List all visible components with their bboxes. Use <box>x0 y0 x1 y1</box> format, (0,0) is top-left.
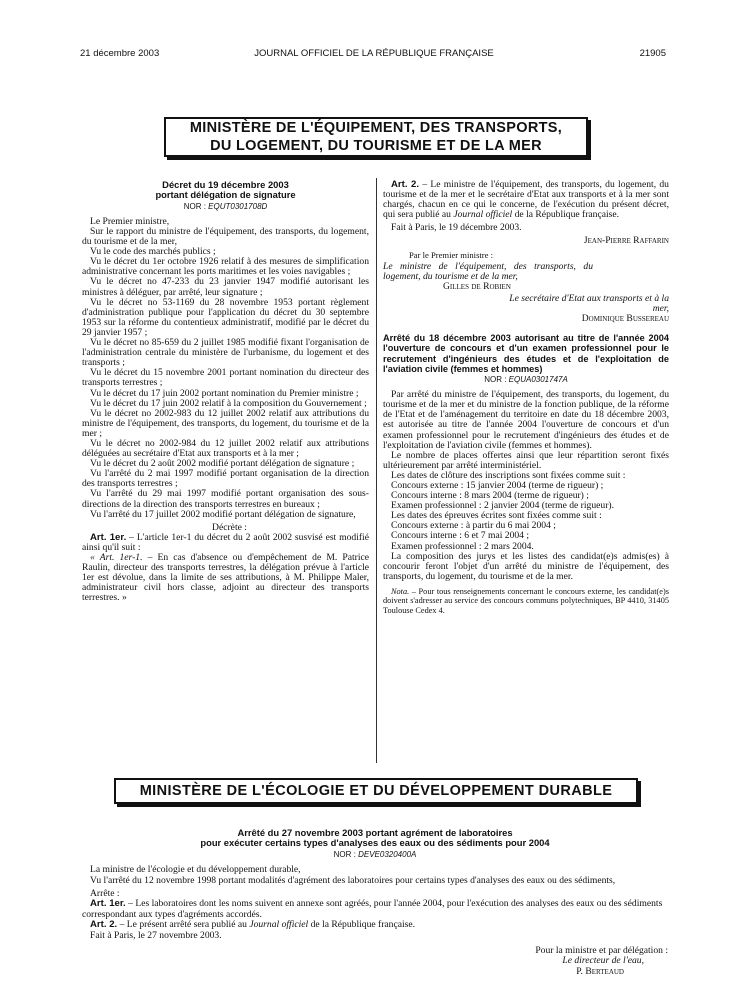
ministry-equipement-box <box>164 117 588 157</box>
arrete-aviation-para: Par arrêté du ministre de l'équipement, des transports, du logement, du tourisme et de la mer et du ministre de la fonction publique, de la réforme de l'Etat et de l'aménagement du territoire en date du 18 décembre 2003, est autorisée au titre de l'année 2004 l'ouverture de concours et d'un examen professionnel pour le recrutement d'ingénieurs des études et de l'exploitation de l'aviation civile (femmes et hommes). <box>383 389 669 451</box>
decret-para: Vu le décret no 2002-984 du 12 juillet 2002 relatif aux attributions déléguées au secrétaire d'Etat aux transports et à la mer ; <box>82 437 369 460</box>
decret-fait: Fait à Paris, le 19 décembre 2003. <box>391 222 522 234</box>
arrete-laboratoires-nor-label: NOR : <box>333 849 356 859</box>
arrete-laboratoires <box>82 828 668 977</box>
arrete-aviation-para: Concours interne : 8 mars 2004 (terme de rigueur) ; <box>391 490 589 502</box>
decret-para: Vu le décret du 17 juin 2002 portant nomination du Premier ministre ; <box>90 387 359 399</box>
arrete-aviation-para: Concours externe : à partir du 6 mai 2004 ; <box>391 520 556 532</box>
arrete-laboratoires-article-2-jo: Journal officiel <box>249 919 309 931</box>
arrete-laboratoires-nor-code: DEVE0320400A <box>358 849 417 859</box>
arrete-laboratoires-title: Arrêté du 27 novembre 2003 portant agrément de laboratoires <box>237 827 513 838</box>
arrete-aviation-title: Arrêté du 18 décembre 2003 autorisant au titre de l'année 2004 l'ouverture de concours et d'un examen professionnel pour le recrutement d'ingénieurs des études et de l'exploitation de l'aviation civile (femmes et hommes) <box>383 333 669 374</box>
decret-article-1-quote-label: « Art. 1er-1. <box>90 552 143 563</box>
arrete-laboratoires-sig-title: Le directeur de l'eau, <box>562 955 644 967</box>
decret-para: Vu l'arrêté du 17 juillet 2002 modifié portant délégation de signature, <box>90 508 356 520</box>
ministry-equipement-line2: DU LOGEMENT, DU TOURISME ET DE LA MER <box>210 138 542 154</box>
arrete-aviation-para: Les dates des épreuves écrites sont fixées comme suit : <box>391 510 602 522</box>
decret-nor <box>82 202 369 212</box>
arrete-aviation-nor <box>383 375 669 385</box>
decret-para: Vu le décret du 15 novembre 2001 portant nomination du directeur des transports terrestres ; <box>82 367 369 389</box>
ministry-ecologie-line1: MINISTÈRE DE L'ÉCOLOGIE ET DU DÉVELOPPEMENT DURABLE <box>139 783 613 799</box>
header-date: 21 décembre 2003 <box>80 48 160 59</box>
decret-article-1 <box>82 533 369 553</box>
arrete-laboratoires-signature <box>82 946 668 978</box>
decret-article-2-text-b: de la République française. <box>512 209 620 221</box>
decret-article-1-quote-text: – En cas d'absence ou d'empêchement de M. Patrice Raulin, directeur des transports terrestres, la délégation prévue à l'article 1er est dévolue, dans la limite de ses attributions, à M. Philippe Maler, administrateur civil hors classe, adjoint au directeur des transports terrestres. » <box>82 552 369 604</box>
arrete-laboratoires-nor <box>82 850 668 861</box>
decret-para: Vu l'arrêté du 2 mai 1997 modifié portant organisation de la direction des transports terrestres ; <box>82 468 369 490</box>
arrete-aviation-para: Examen professionnel : 2 janvier 2004 (terme de rigueur). <box>391 500 614 512</box>
decret-secretary-title: Le secrétaire d'Etat aux transports et à la mer, <box>509 292 669 315</box>
arrete-laboratoires-article-1-text: – Les laboratoires dont les noms suivent en annexe sont agréés, pour l'année 2004, pour l'exécution des analyses des eaux ou des sédiments correspondant aux types d'agréments accordés. <box>82 898 663 920</box>
arrete-aviation-para: Concours interne : 6 et 7 mai 2004 ; <box>391 530 530 542</box>
arrete-laboratoires-article-2-text-a: – Le présent arrêté sera publié au <box>117 919 250 931</box>
decret-article-1-text: – L'article 1er-1 du décret du 2 août 2002 susvisé est modifié ainsi qu'il suit : <box>82 531 369 553</box>
decret-article-2-jo: Journal officiel <box>453 209 513 221</box>
decret-decrete: Décrète : <box>212 521 247 533</box>
decret-minister-name: Gilles de Robien <box>443 280 511 292</box>
decret-para: Vu le décret du 1er octobre 1926 relatif à des mesures de simplification administrative concernant les ports maritimes et les voies navigables ; <box>82 256 369 278</box>
arrete-laboratoires-sig-name: P. Berteaud <box>576 965 624 977</box>
arrete-laboratoires-fait: Fait à Paris, le 27 novembre 2003. <box>90 929 222 941</box>
arrete-laboratoires-arrete: Arrête : <box>90 887 120 899</box>
decret-para: Vu le décret du 2 août 2002 modifié portant délégation de signature ; <box>90 458 355 470</box>
arrete-laboratoires-para: La ministre de l'écologie et du développement durable, <box>90 864 301 876</box>
column-divider <box>376 178 377 763</box>
decret-subtitle: portant délégation de signature <box>155 189 296 201</box>
arrete-aviation-note-label: Nota. <box>391 586 410 596</box>
header-page-number: 21905 <box>639 48 666 59</box>
decret-para: Sur le rapport du ministre de l'équipement, des transports, du logement, du tourisme et de la mer, <box>82 226 369 248</box>
arrete-aviation-para: Examen professionnel : 2 mars 2004. <box>391 540 534 552</box>
decret-column <box>82 180 369 603</box>
decret-article-1-quote <box>82 553 369 603</box>
decret-para: Vu le décret no 47-233 du 23 janvier 1947 modifié autorisant les ministres à déléguer, par arrêté, leur signature ; <box>82 276 369 298</box>
decret-title: Décret du 19 décembre 2003 <box>162 179 289 190</box>
decret-article-2 <box>383 180 669 220</box>
arrete-aviation-nor-code: EQUA0301747A <box>508 375 568 385</box>
decret-minister-title: Le ministre de l'équipement, des transports, du logement, du tourisme et de la mer, <box>383 260 593 282</box>
decret-para: Vu l'arrêté du 29 mai 1997 modifié portant organisation des sous-directions de la direction des transports terrestres en bureaux ; <box>82 488 369 510</box>
decret-secretary-name: Dominique Bussereau <box>581 313 669 325</box>
decret-para: Vu le code des marchés publics ; <box>90 246 216 258</box>
decret-nor-code: EQUT0301708D <box>208 201 268 211</box>
decret-signer: Jean-Pierre Raffarin <box>583 235 669 247</box>
arrete-aviation-para: Le nombre de places offertes ainsi que leur répartition seront fixés ultérieurement par arrêté interministériel. <box>383 449 669 471</box>
arrete-laboratoires-article-2-label: Art. 2. <box>90 919 118 931</box>
decret-article-2-label: Art. 2. <box>391 179 420 190</box>
arrete-aviation-nor-label: NOR : <box>484 375 507 385</box>
ministry-equipement-line1: MINISTÈRE DE L'ÉQUIPEMENT, DES TRANSPORTS, <box>189 120 563 136</box>
header-journal-title: JOURNAL OFFICIEL DE LA RÉPUBLIQUE FRANÇAISE <box>254 48 494 59</box>
decret-article-1-label: Art. 1er. <box>90 531 127 543</box>
arrete-aviation-note-text: – Pour tous renseignements concernant le concours externe, les candidat(e)s doivent s'adresser au service des concours communs polytechniques, BP 4410, 31405 Toulouse Cedex 4. <box>383 586 669 615</box>
decret-para: Vu le décret no 53-1169 du 28 novembre 1953 portant règlement d'administration publique pour l'application du décret du 30 septembre 1953 sur la réforme du contentieux administratif, modifié par le décret du 29 janvier 1957 ; <box>82 296 369 338</box>
arrete-aviation-note <box>383 587 669 615</box>
decret-article-2-text-a: – Le ministre de l'équipement, des transports, du logement, du tourisme et de la mer et le secrétaire d'Etat aux transports et à la mer sont chargés, chacun en ce qui le concerne, de l'exécution du présent décret, qui sera publié au <box>383 179 669 221</box>
decret-para: Vu le décret no 2002-983 du 12 juillet 2002 relatif aux attributions du ministre de l'équipement, des transports, du logement, du tourisme et de la mer ; <box>82 407 369 439</box>
ministry-ecologie-box <box>114 778 638 804</box>
decret-nor-label: NOR : <box>183 201 206 211</box>
decret-para: Vu le décret no 85-659 du 2 juillet 1985 modifié fixant l'organisation de l'administration centrale du ministère de l'urbanisme, du logement et des transports ; <box>82 337 369 369</box>
decret-par-premier-ministre: Par le Premier ministre : <box>409 249 494 260</box>
arrete-laboratoires-subtitle: pour exécuter certains types d'analyses des eaux ou des sédiments pour 2004 <box>200 837 550 849</box>
right-column <box>383 180 669 615</box>
arrete-aviation-para: Concours externe : 15 janvier 2004 (terme de rigueur) ; <box>391 479 604 491</box>
arrete-laboratoires-article-1 <box>82 899 668 920</box>
arrete-laboratoires-sig-delegation: Pour la ministre et par délégation : <box>535 944 668 956</box>
arrete-laboratoires-para: Vu l'arrêté du 12 novembre 1998 portant modalités d'agrément des laboratoires pour certains types d'analyses des eaux ou des sédiments, <box>90 875 616 886</box>
decret-para: Vu le décret du 17 juin 2002 relatif à la composition du Gouvernement ; <box>90 397 367 409</box>
decret-para: Le Premier ministre, <box>90 215 170 227</box>
arrete-aviation-para: La composition des jurys et les listes des candidat(e)s admis(es) à concourir feront l'objet d'un arrêté du ministre de l'équipement, des transports, du logement, du tourisme et de la mer. <box>383 550 669 582</box>
arrete-aviation-para: Les dates de clôture des inscriptions sont fixées comme suit : <box>391 469 626 481</box>
arrete-laboratoires-article-2-text-b: de la République française. <box>308 919 416 931</box>
arrete-laboratoires-article-1-label: Art. 1er. <box>90 898 126 910</box>
